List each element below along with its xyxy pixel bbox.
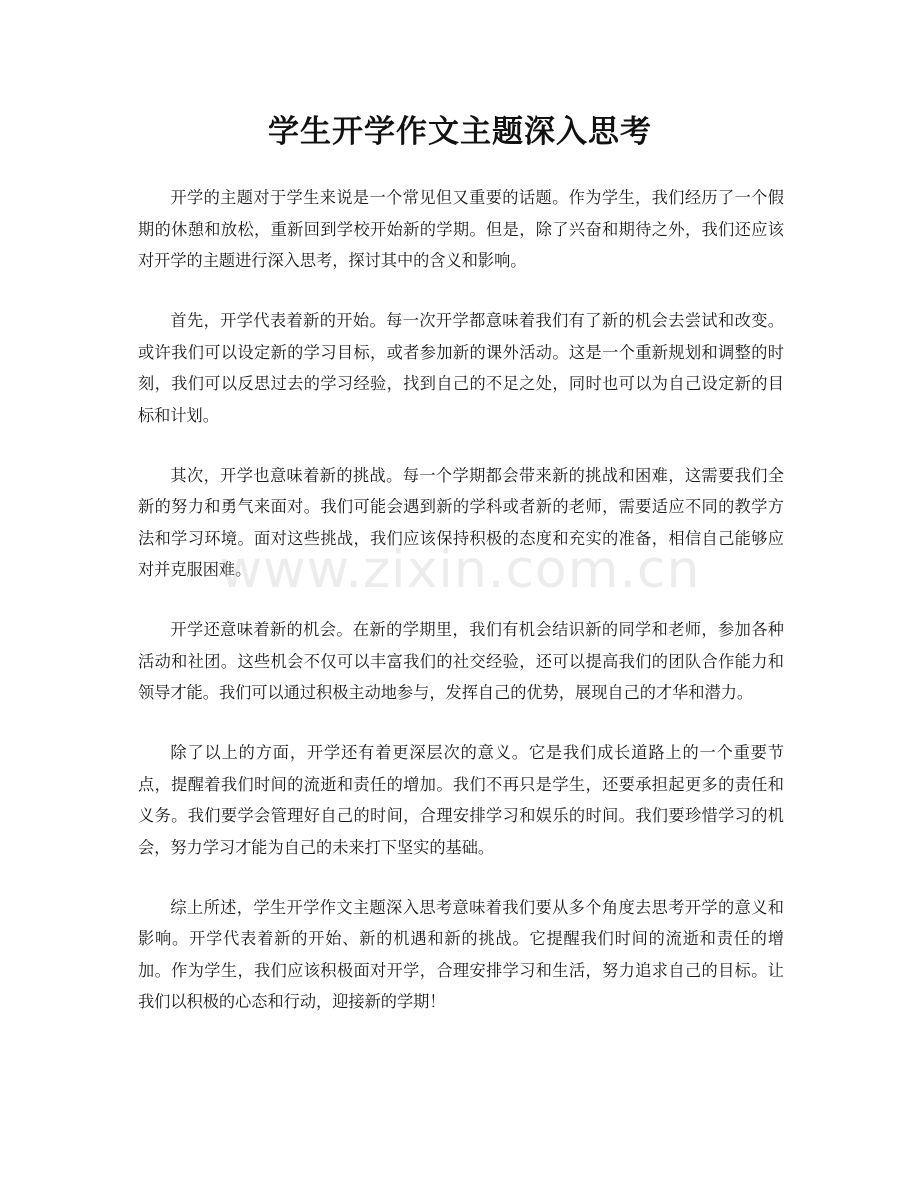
paragraph: 除了以上的方面，开学还有着更深层次的意义。它是我们成长道路上的一个重要节点，提醒着我们时间的流逝和责任的增加。我们不再只是学生，还要承担起更多的责任和义务。我们要学会管理好自己的时间，合理安排学习和娱乐的时间。我们要珍惜学习的机会，努力学习才能为自己的未来打下坚实的基础。 [138,743,784,857]
paragraph: 开学还意味着新的机会。在新的学期里，我们有机会结识新的同学和老师，参加各种活动和社团。这些机会不仅可以丰富我们的社交经验，还可以提高我们的团队合作能力和领导才能。我们可以通过积极主动地参与，发挥自己的优势，展现自己的才华和潜力。 [138,620,784,702]
document-body [138,182,784,1046]
paragraph: 首先，开学代表着新的开始。每一次开学都意味着我们有了新的机会去尝试和改变。或许我们可以设定新的学习目标，或者参加新的课外活动。这是一个重新规划和调整的时刻，我们可以反思过去的学习经验，找到自己的不足之处，同时也可以为自己设定新的目标和计划。 [138,311,784,425]
paragraph: 其次，开学也意味着新的挑战。每一个学期都会带来新的挑战和困难，这需要我们全新的努力和勇气来面对。我们可能会遇到新的学科或者新的老师，需要适应不同的教学方法和学习环境。面对这些挑战，我们应该保持积极的态度和充实的准备，相信自己能够应对并克服困难。 [138,465,784,579]
watermark: www.zixin.com.cn [219,540,701,600]
paragraph: 综上所述，学生开学作文主题深入思考意味着我们要从多个角度去思考开学的意义和影响。开学代表着新的开始、新的机遇和新的挑战。它提醒我们时间的流逝和责任的增加。作为学生，我们应该积极面对开学，合理安排学习和生活，努力追求自己的目标。让我们以积极的心态和行动，迎接新的学期！ [138,897,784,1011]
paragraph: 开学的主题对于学生来说是一个常见但又重要的话题。作为学生，我们经历了一个假期的休憩和放松，重新回到学校开始新的学期。但是，除了兴奋和期待之外，我们还应该对开学的主题进行深入思考，探讨其中的含义和影响。 [138,188,784,270]
document-title: 学生开学作文主题深入思考 [268,114,652,150]
